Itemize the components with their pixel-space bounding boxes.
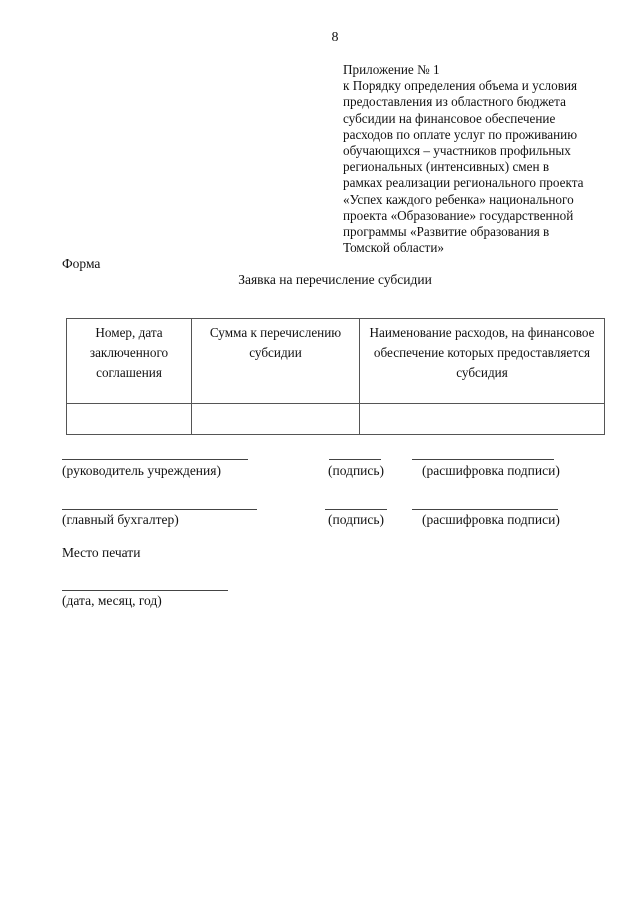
accountant-decode-caption: (расшифровка подписи) bbox=[422, 512, 560, 527]
accountant-sign-caption: (подпись) bbox=[328, 512, 385, 527]
appendix-line: проекта «Образование» государственной bbox=[343, 207, 574, 223]
date-caption: (дата, месяц, год) bbox=[62, 593, 162, 608]
date-line bbox=[62, 590, 228, 591]
table-row bbox=[67, 404, 605, 435]
request-title: Заявка на перечисление субсидии bbox=[238, 272, 432, 287]
appendix-line: расходов по оплате услуг по проживанию bbox=[343, 126, 578, 142]
accountant-signature-line bbox=[62, 509, 257, 510]
appendix-line: рамках реализации регионального проекта bbox=[343, 175, 584, 191]
table-cell[interactable] bbox=[192, 404, 360, 435]
appendix-heading bbox=[343, 62, 613, 256]
head-sign-caption: (подпись) bbox=[328, 463, 385, 478]
accountant-caption: (главный бухгалтер) bbox=[62, 512, 179, 527]
head-decode-caption: (расшифровка подписи) bbox=[422, 463, 560, 478]
appendix-line: Приложение № 1 bbox=[343, 62, 440, 77]
table-cell[interactable] bbox=[360, 404, 605, 435]
appendix-line: к Порядку определения объема и условия bbox=[343, 78, 578, 94]
head-sign-line bbox=[329, 459, 381, 460]
stamp-place: Место печати bbox=[62, 545, 141, 560]
appendix-line: региональных (интенсивных) смен в bbox=[343, 159, 550, 175]
appendix-line: программы «Развитие образования в bbox=[343, 224, 550, 240]
page-number: 8 bbox=[331, 30, 339, 45]
table-cell[interactable] bbox=[67, 404, 192, 435]
appendix-line: субсидии на финансовое обеспечение bbox=[343, 110, 556, 126]
head-caption: (руководитель учреждения) bbox=[62, 463, 221, 478]
subsidy-request-table bbox=[66, 318, 605, 435]
appendix-line: «Успех каждого ребенка» национального bbox=[343, 191, 574, 207]
accountant-decode-line bbox=[412, 509, 558, 510]
appendix-line: Томской области» bbox=[343, 240, 444, 256]
column-header-expenses: Наименование расходов, на финансовое обеспечение которых предоставляется субсидия bbox=[360, 319, 605, 404]
appendix-line: предоставления из областного бюджета bbox=[343, 94, 566, 110]
head-signature-line bbox=[62, 459, 248, 460]
column-header-amount: Сумма к перечислению субсидии bbox=[192, 319, 360, 404]
accountant-sign-line bbox=[325, 509, 387, 510]
form-label: Форма bbox=[62, 256, 101, 271]
column-header-agreement: Номер, дата заключенного соглашения bbox=[67, 319, 192, 404]
head-decode-line bbox=[412, 459, 554, 460]
appendix-line: обучающихся – участников профильных bbox=[343, 143, 571, 159]
table-header-row bbox=[67, 319, 605, 404]
